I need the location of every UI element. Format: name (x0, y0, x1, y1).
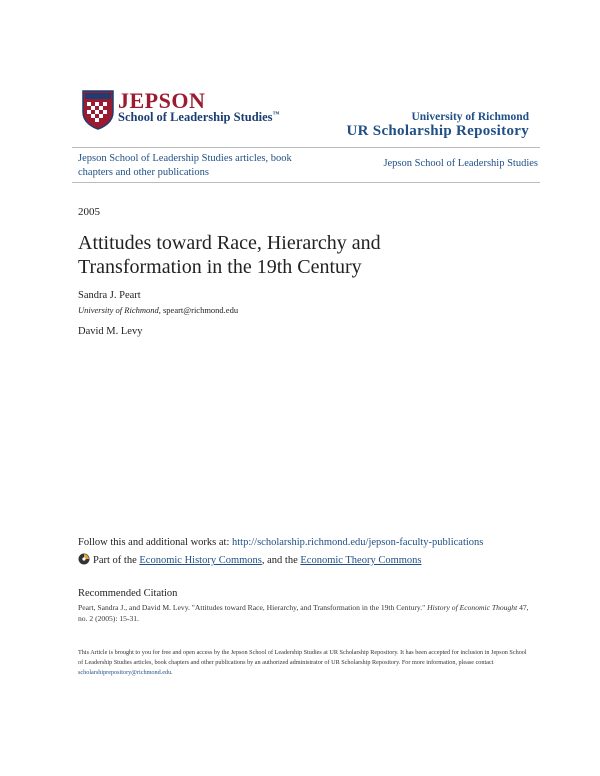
shield-icon (82, 90, 114, 130)
document-title: Attitudes toward Race, Hierarchy and Transformation in the 19th Century (78, 232, 381, 278)
repository-name[interactable]: UR Scholarship Repository (346, 123, 529, 139)
author-name: David M. Levy (78, 326, 143, 337)
logo-school-text: School of Leadership Studies™ (118, 110, 280, 125)
logo-jepson-text: JEPSON (118, 88, 206, 113)
university-name[interactable]: University of Richmond (411, 111, 529, 123)
series-link[interactable]: Jepson School of Leadership Studies articles, book chapters and other publications (78, 153, 292, 178)
commons-network-icon (78, 553, 90, 565)
economic-theory-commons-link[interactable]: Economic Theory Commons (300, 555, 422, 566)
recommended-citation-heading: Recommended Citation (78, 588, 178, 599)
author-affiliation: University of Richmond, speart@richmond.edu (78, 305, 239, 315)
author-name: Sandra J. Peart (78, 290, 141, 301)
divider-bottom (72, 182, 540, 183)
follow-url-link[interactable]: http://scholarship.richmond.edu/jepson-faculty-publications (232, 537, 484, 548)
repository-email-link[interactable]: scholarshiprepository@richmond.edu (78, 669, 172, 676)
school-link[interactable]: Jepson School of Leadership Studies (383, 158, 538, 169)
economic-history-commons-link[interactable]: Economic History Commons (139, 555, 262, 566)
publication-year: 2005 (78, 206, 100, 218)
access-notice: This Article is brought to you for free and open access by the Jepson School of Leadership Studies at UR Scholarship Repository. It has been accepted for inclusion in Jepson School of Leadership Studies articles, book chapters and other publications by an authorized administrator of UR Scholarship Repository. For more information, please contact scholarshiprepository@richmond.edu. (78, 649, 527, 676)
divider-top (72, 147, 540, 148)
jepson-logo (82, 90, 302, 130)
follow-line: Follow this and additional works at: http://scholarship.richmond.edu/jepson-faculty-publications (78, 537, 484, 548)
part-of-line: Part of the Economic History Commons, and the Economic Theory Commons (78, 553, 422, 566)
citation-text: Peart, Sandra J., and David M. Levy. "Attitudes toward Race, Hierarchy, and Transformation in the 19th Century." History of Economic Thought 47, no. 2 (2005): 15-31. (78, 603, 529, 623)
